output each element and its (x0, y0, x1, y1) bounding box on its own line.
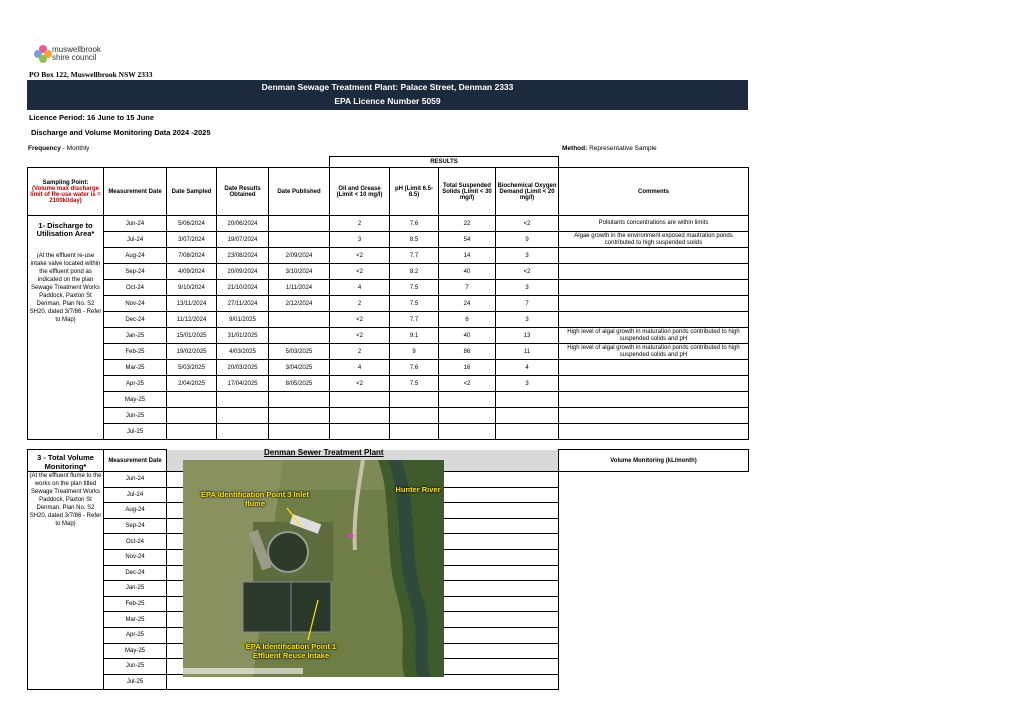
col-tss: Total Suspended Solids (Limit < 30 mg/l) (439, 168, 496, 216)
col-ph: pH (Limit 6.5-8.5) (390, 168, 439, 216)
volume-date-cell: May-25 (104, 643, 167, 659)
table-cell: 9 (496, 232, 559, 248)
table-cell: Oct-24 (104, 280, 167, 296)
council-logo-text: muswellbrook shire council (52, 45, 101, 62)
table-cell: May-25 (104, 392, 167, 408)
banner-licence: EPA Licence Number 5059 (334, 96, 441, 106)
table-cell (330, 424, 390, 440)
table-cell (330, 408, 390, 424)
table-cell: 7.7 (390, 248, 439, 264)
volume-date-cell: Feb-25 (104, 596, 167, 612)
table-cell: 5/03/2025 (269, 344, 330, 360)
table-cell (390, 392, 439, 408)
table-cell (559, 424, 749, 440)
table-cell: 17/04/2025 (217, 376, 269, 392)
table-cell: 7/08/2024 (167, 248, 217, 264)
col-date-sampled: Date Sampled (167, 168, 217, 216)
table-cell: 3/04/2025 (269, 360, 330, 376)
table-cell: 9 (390, 344, 439, 360)
table-cell: 3/10/2024 (269, 264, 330, 280)
banner-plant-name: Denman Sewage Treatment Plant: Palace Street, Denman 2333 (261, 82, 514, 92)
table-cell: 9/01/2025 (217, 312, 269, 328)
table-cell: 11/12/2024 (167, 312, 217, 328)
volume-date-cell: Aug-24 (104, 503, 167, 519)
table-cell (439, 408, 496, 424)
table-cell (390, 424, 439, 440)
discharge-point-note: (At the effluent re-use intake valve located within the effluent pond as indicated on the plan Sewage Treatment Works Paddock, Paxton St Denman, Plan No. S2 SH20, dated 3/7/86 - Refer to Map) (29, 253, 102, 323)
table-cell: 3 (496, 376, 559, 392)
table-cell (167, 424, 217, 440)
table-cell: 2 (330, 216, 390, 232)
discharge-table (27, 156, 749, 440)
table-cell (167, 408, 217, 424)
postal-address: PO Box 122, Muswellbrook NSW 2333 (29, 70, 153, 79)
table-row (28, 216, 749, 232)
table-cell: 7.6 (390, 360, 439, 376)
volume-date-cell: Nov-24 (104, 549, 167, 565)
volume-date-cell: Jul-24 (104, 487, 167, 503)
table-cell: Dec-24 (104, 312, 167, 328)
table-cell: <2 (439, 376, 496, 392)
table-cell: 3 (330, 232, 390, 248)
discharge-header-row (28, 168, 749, 216)
label-hunter-river: Hunter River (395, 485, 441, 494)
volume-date-header: Measurement Date (104, 450, 167, 472)
table-cell: 40 (439, 264, 496, 280)
table-cell: 24 (439, 296, 496, 312)
table-cell: 8/05/2025 (269, 376, 330, 392)
table-cell: 21/10/2024 (217, 280, 269, 296)
volume-date-cell: Mar-25 (104, 612, 167, 628)
table-cell: <2 (496, 216, 559, 232)
table-cell: 23/08/2024 (217, 248, 269, 264)
table-cell: 7.7 (390, 312, 439, 328)
table-cell: 40 (439, 328, 496, 344)
table-cell: 54 (439, 232, 496, 248)
table-cell (269, 232, 330, 248)
table-cell: 3 (496, 248, 559, 264)
volume-date-cell: Jan-25 (104, 581, 167, 597)
table-cell: 3 (496, 280, 559, 296)
licence-period: Licence Period: 16 June to 15 June (29, 113, 155, 122)
table-cell: Sep-24 (104, 264, 167, 280)
table-cell (439, 424, 496, 440)
table-cell: Jan-25 (104, 328, 167, 344)
report-subtitle: Discharge and Volume Monitoring Data 2024 -2025 (31, 128, 211, 137)
col-date-results: Date Results Obtained (217, 168, 269, 216)
label-inlet-flume: EPA Identification Point 3 Inlet flume (201, 490, 309, 508)
volume-header: Volume Monitoring (kL/month) (559, 450, 749, 472)
volume-date-cell: Sep-24 (104, 518, 167, 534)
table-cell: Feb-25 (104, 344, 167, 360)
table-cell (559, 248, 749, 264)
table-cell (330, 392, 390, 408)
table-cell: 9/10/2024 (167, 280, 217, 296)
table-cell (496, 424, 559, 440)
table-cell: <2 (330, 376, 390, 392)
table-cell: 7 (496, 296, 559, 312)
table-row (28, 264, 749, 280)
col-oil-grease: Oil and Grease (Limit < 10 mg/l) (330, 168, 390, 216)
table-cell: High level of algal growth in maturation ponds contributed to high suspended solids and pH (559, 328, 749, 344)
table-cell: 2 (330, 296, 390, 312)
table-row (28, 392, 749, 408)
table-cell: Jun-24 (104, 216, 167, 232)
table-cell: Apr-25 (104, 376, 167, 392)
volume-date-cell: Jul-25 (104, 674, 167, 690)
table-cell: <2 (330, 248, 390, 264)
table-cell (269, 392, 330, 408)
table-cell: 14 (439, 248, 496, 264)
table-cell: High level of algal growth in maturation ponds contributed to high suspended solids and pH (559, 344, 749, 360)
table-row (28, 232, 749, 248)
table-row (28, 248, 749, 264)
table-cell: 19/07/2024 (217, 232, 269, 248)
table-cell (559, 376, 749, 392)
table-cell: Algae growth in the environment exposed mautration ponds contributed to high suspended solids (559, 232, 749, 248)
table-cell: 2/12/2024 (269, 296, 330, 312)
table-cell: 22 (439, 216, 496, 232)
table-cell: 20/06/2024 (217, 216, 269, 232)
table-cell: 7.6 (390, 216, 439, 232)
table-cell (439, 392, 496, 408)
title-banner (27, 80, 748, 110)
volume-date-cell: Jun-24 (104, 472, 167, 488)
table-cell (559, 408, 749, 424)
col-comments: Comments (559, 168, 749, 216)
table-cell: 8.5 (390, 232, 439, 248)
table-row (28, 328, 749, 344)
table-cell: Pollutants concentrations are within limits (559, 216, 749, 232)
table-cell: Mar-25 (104, 360, 167, 376)
table-row (28, 408, 749, 424)
table-cell: <2 (330, 264, 390, 280)
table-cell (496, 408, 559, 424)
table-cell: 2/04/2025 (167, 376, 217, 392)
table-cell (217, 392, 269, 408)
table-row (28, 280, 749, 296)
table-cell: 13 (496, 328, 559, 344)
table-cell: 4 (330, 360, 390, 376)
sampling-point-header: Sampling Point: (Volume max discharge limit of Re-use water is = 2100kl/day) (28, 168, 104, 216)
col-measurement-date: Measurement Date (104, 168, 167, 216)
method: Method: Representative Sample (562, 145, 657, 152)
table-cell (559, 360, 749, 376)
volume-date-cell: Apr-25 (104, 627, 167, 643)
table-cell (217, 408, 269, 424)
table-cell (269, 216, 330, 232)
table-row (28, 376, 749, 392)
table-cell: 7.5 (390, 376, 439, 392)
results-header: RESULTS (330, 157, 559, 168)
table-cell: Jun-25 (104, 408, 167, 424)
table-cell (559, 280, 749, 296)
table-cell (559, 296, 749, 312)
table-cell: 13/11/2024 (167, 296, 217, 312)
volume-date-cell: Dec-24 (104, 565, 167, 581)
table-cell: 19/02/2025 (167, 344, 217, 360)
table-cell: 5/03/2025 (167, 360, 217, 376)
table-row (28, 312, 749, 328)
label-effluent-intake: EPA Identification Point 1 Effluent Reuse Intake (245, 642, 337, 660)
volume-date-cell: Oct-24 (104, 534, 167, 550)
table-cell: 9.1 (390, 328, 439, 344)
table-cell: 7 (439, 280, 496, 296)
table-cell: 2/09/2024 (269, 248, 330, 264)
table-cell (217, 424, 269, 440)
table-row (28, 296, 749, 312)
table-cell (559, 264, 749, 280)
table-cell: <2 (330, 312, 390, 328)
table-cell: Jul-24 (104, 232, 167, 248)
table-cell: <2 (330, 328, 390, 344)
table-cell: 16 (439, 360, 496, 376)
map-title: Denman Sewer Treatment Plant (264, 448, 384, 457)
table-cell (496, 392, 559, 408)
table-cell: <2 (496, 264, 559, 280)
table-row (28, 344, 749, 360)
col-date-published: Date Published (269, 168, 330, 216)
table-cell (269, 408, 330, 424)
table-cell: 7.5 (390, 280, 439, 296)
table-cell (390, 408, 439, 424)
table-row (28, 360, 749, 376)
table-cell: 4 (330, 280, 390, 296)
table-cell: 3 (496, 312, 559, 328)
table-cell: 86 (439, 344, 496, 360)
volume-date-cell: Jun-25 (104, 659, 167, 675)
table-cell: 20/09/2024 (217, 264, 269, 280)
table-cell: 4 (496, 360, 559, 376)
table-row (28, 424, 749, 440)
table-cell: 15/01/2025 (167, 328, 217, 344)
table-cell: 4/03/2025 (217, 344, 269, 360)
table-cell: 3/07/2024 (167, 232, 217, 248)
table-cell: Jul-25 (104, 424, 167, 440)
table-cell: 4/09/2024 (167, 264, 217, 280)
table-cell (167, 392, 217, 408)
table-cell: Aug-24 (104, 248, 167, 264)
table-cell: 1/11/2024 (269, 280, 330, 296)
frequency: Frequency - Monthly (28, 145, 90, 152)
table-cell: 6 (439, 312, 496, 328)
table-cell (269, 312, 330, 328)
table-cell: 5/06/2024 (167, 216, 217, 232)
table-cell (559, 312, 749, 328)
table-cell: 27/11/2024 (217, 296, 269, 312)
table-cell: 20/03/2025 (217, 360, 269, 376)
discharge-point-cell (28, 216, 104, 440)
discharge-point-title: 1- Discharge to Utilisation Area* (36, 221, 95, 238)
volume-point-note: (At the effluent flume to the works on the plan titled Sewage Treatment Works Paddock, Paxton St Denman, Plan No. S2 SH20, dated 3/7/86 - Refer to Map) (28, 472, 104, 690)
table-cell: Nov-24 (104, 296, 167, 312)
council-logo-icon (33, 44, 53, 64)
table-cell (269, 328, 330, 344)
col-bod: Biochemical Oxygen Demand (Limit < 20 mg/l) (496, 168, 559, 216)
volume-point-title: 3 - Total Volume Monitoring* (28, 450, 104, 472)
table-cell: 8.2 (390, 264, 439, 280)
table-cell: 7.5 (390, 296, 439, 312)
table-cell (269, 424, 330, 440)
table-cell: 2 (330, 344, 390, 360)
table-cell: 11 (496, 344, 559, 360)
table-cell: 31/01/2025 (217, 328, 269, 344)
table-cell (559, 392, 749, 408)
